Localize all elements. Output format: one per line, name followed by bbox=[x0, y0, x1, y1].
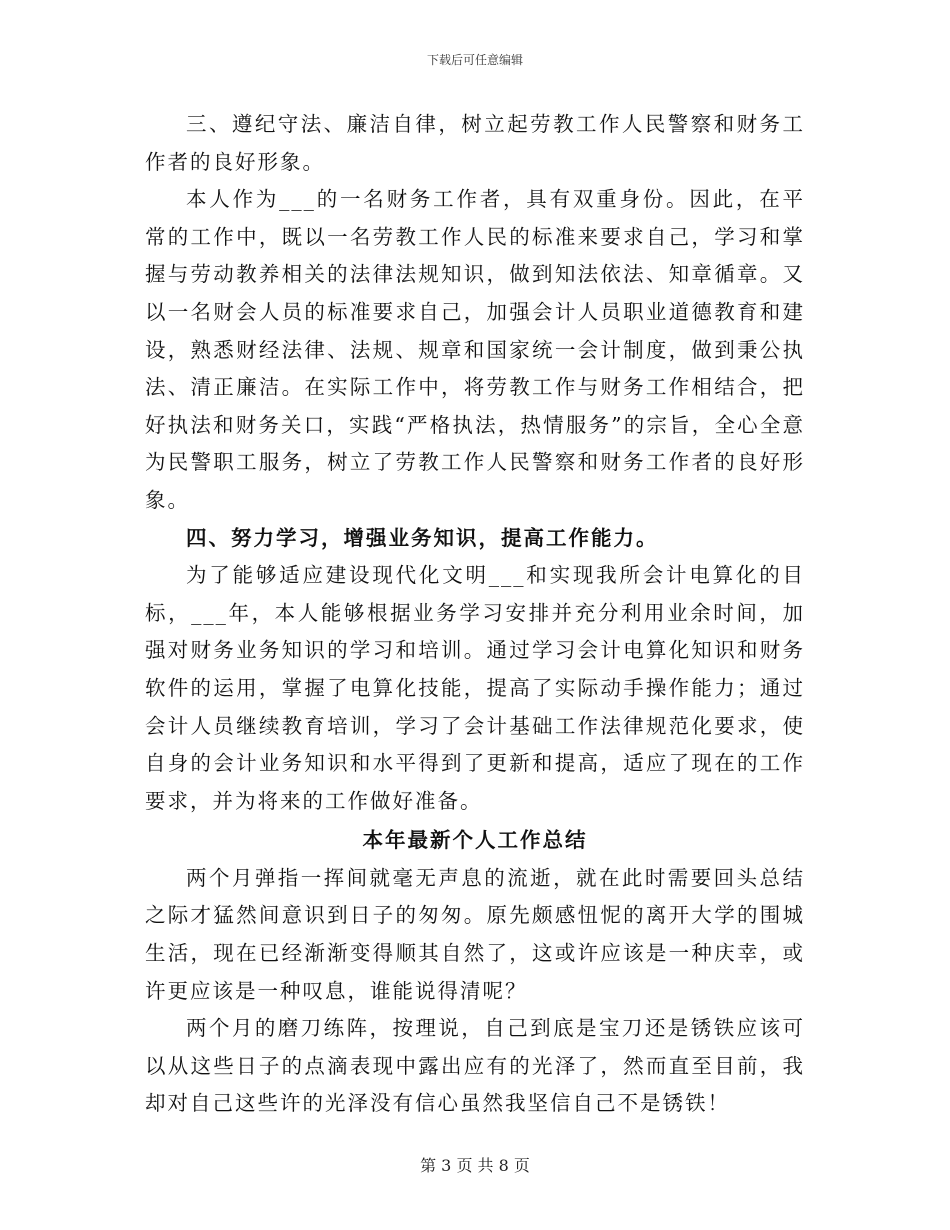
page-header-note: 下载后可任意编辑 bbox=[426, 53, 523, 67]
paragraph-dual-identity: 本人作为___的一名财务工作者，具有双重身份。因此，在平常的工作中，既以一名劳教工作人民的标准来要求自己，学习和掌握与劳动教养相关的法律法规知识，做到知法依法、知章循章。又以一名财会人员的标准要求自己，加强会计人员职业道德教育和建设，熟悉财经法律、法规、规章和国家统一会计制度，做到秉公执法、清正廉洁。在实际工作中，将劳教工作与财务工作相结合，把好执法和财务关口，实践“严格执法，热情服务”的宗旨，全心全意为民警职工服务，树立了劳教工作人民警察和财务工作者的良好形象。 bbox=[145, 187, 805, 512]
page-number: 第 3 页 共 8 页 bbox=[420, 1156, 530, 1175]
paragraph-study: 为了能够适应建设现代化文明___和实现我所会计电算化的目标，___年，本人能够根据业务学习安排并充分利用业余时间，加强对财务业务知识的学习和培训。通过学习会计电算化知识和财务软件的运用，掌握了电算化技能，提高了实际动手操作能力；通过会计人员继续教育培训，学习了会计基础工作法律规范化要求，使自身的会计业务知识和水平得到了更新和提高，适应了现在的工作要求，并为将来的工作做好准备。 bbox=[145, 563, 805, 813]
section-title-summary: 本年最新个人工作总结 bbox=[362, 828, 588, 853]
paragraph-sharpening: 两个月的磨刀练阵，按理说，自己到底是宝刀还是锈铁应该可以从这些日子的点滴表现中露出应有的光泽了，然而直至目前，我却对自己这些许的光泽没有信心虽然我坚信自己不是锈铁！ bbox=[145, 1016, 805, 1116]
section-heading-four: 四、努力学习，增强业务知识，提高工作能力。 bbox=[186, 525, 659, 550]
paragraph-section-three-intro: 三、遵纪守法、廉洁自律，树立起劳教工作人民警察和财务工作者的良好形象。 bbox=[145, 112, 805, 174]
document-body bbox=[145, 106, 805, 1123]
paragraph-two-months: 两个月弹指一挥间就毫无声息的流逝，就在此时需要回头总结之际才猛然间意识到日子的匆匆。原先颇感忸怩的离开大学的围城生活，现在已经渐渐变得顺其自然了，这或许应该是一种庆幸，或许更应该是一种叹息，谁能说得清呢？ bbox=[145, 865, 805, 1003]
